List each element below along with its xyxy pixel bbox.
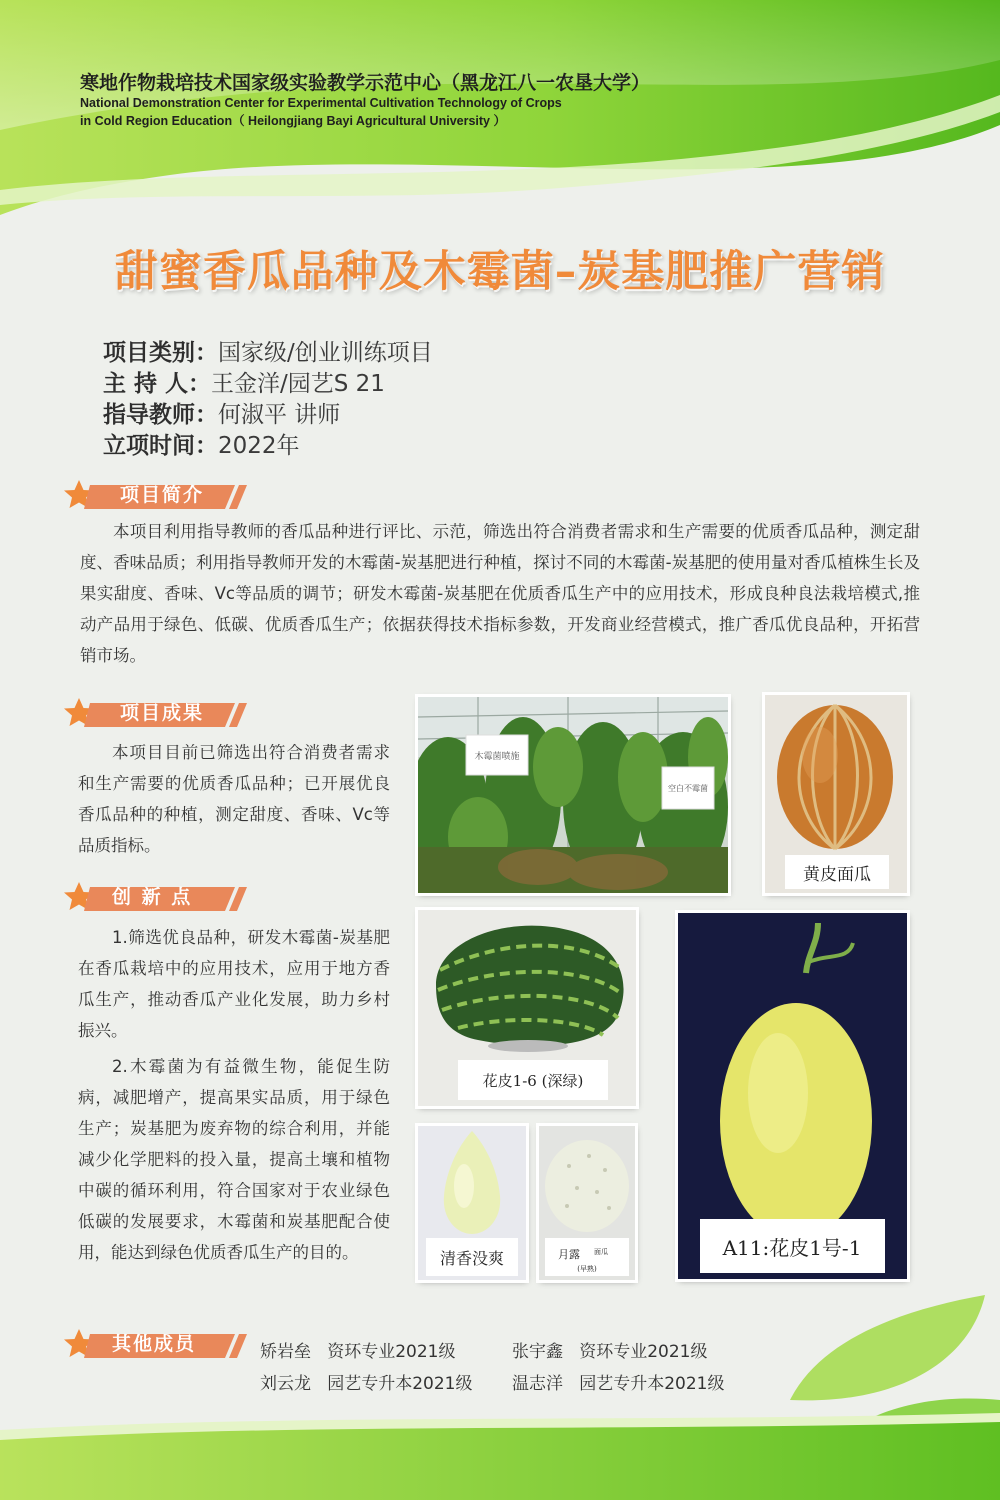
photo-yellow-melon: [765, 695, 907, 893]
info-host-label: 主 持 人：: [103, 371, 212, 397]
member-major: 园艺专升本2021级: [579, 1374, 725, 1394]
member-name: 矫岩垒: [260, 1342, 311, 1362]
member-major: 园艺专升本2021级: [327, 1374, 473, 1394]
photo-greenhouse: [418, 697, 728, 893]
info-date-label: 立项时间：: [103, 433, 218, 459]
section-heading-results: 项目成果: [62, 696, 252, 730]
sign-right: 空白不霉菌: [668, 784, 708, 793]
info-category-value: 国家级/创业训练项目: [218, 340, 433, 366]
results-paragraph: 本项目目前已筛选出符合消费者需求和生产需要的优质香瓜品种；已开展优良香瓜品种的种植，测定甜度、香味、Vc等品质指标。: [78, 743, 390, 855]
leaf-icon: [790, 1295, 985, 1400]
member-name: 张宇鑫: [512, 1342, 563, 1362]
photo-round-white-melon: [539, 1126, 635, 1280]
info-advisor-value: 何淑平 讲师: [218, 402, 341, 428]
caption-striped-melon: 花皮1-6 (深绿): [482, 1072, 584, 1090]
section-heading-intro: 项目简介: [62, 478, 252, 512]
photo-white-pear-melon: [418, 1126, 526, 1280]
caption-big-yellow-melon: A11:花皮1号-1: [722, 1236, 862, 1260]
poster-title: 甜蜜香瓜品种及木霉菌–炭基肥推广营销: [114, 247, 886, 297]
intro-paragraph: 本项目利用指导教师的香瓜品种进行评比、示范，筛选出符合消费者需求和生产需要的优质香瓜品种，测定甜度、香味品质；利用指导教师开发的木霉菌-炭基肥进行种植，探讨不同的木霉菌-炭基肥的使用量对香瓜植株生长及果实甜度、香味、Vc等品质的调节；研发木霉菌-炭基肥在优质香瓜生产中的应用技术，形成良种良法栽培模式,推动产品用于绿色、低碳、优质香瓜生产；依据获得技术指标参数，开发商业经营模式，推广香瓜优良品种，开拓营销市场。: [80, 522, 920, 665]
member-major: 资环专业2021级: [327, 1342, 456, 1362]
innovation-point-1: 1.筛选优良品种，研发木霉菌-炭基肥在香瓜栽培中的应用技术，应用于地方香瓜生产，推动香瓜产业化发展，助力乡村振兴。: [78, 928, 390, 1040]
caption-round-white-melon-name: 月露: [558, 1248, 580, 1261]
info-host-value: 王金洋/园艺S 21: [211, 371, 385, 397]
info-advisor: [103, 396, 340, 429]
info-category-label: 项目类别：: [103, 340, 218, 366]
caption-yellow-melon: 黄皮面瓜: [803, 865, 871, 885]
info-advisor-label: 指导教师：: [103, 402, 218, 428]
photo-big-yellow-melon: [678, 913, 907, 1279]
info-category: [103, 334, 433, 367]
section-heading-innovation: 创 新 点: [62, 880, 252, 914]
caption-round-white-melon-type: 面瓜: [594, 1248, 608, 1256]
caption-white-pear-melon: 清香没爽: [439, 1249, 505, 1268]
innovation-point-2: 2.木霉菌为有益微生物，能促生防病，减肥增产，提高果实品质，用于绿色生产；炭基肥为废弃物的综合利用，并能减少化学肥料的投入量，提高土壤和植物中碳的循环利用，符合国家对于农业绿色低碳的发展要求，木霉菌和炭基肥配合使用，能达到绿色优质香瓜生产的目的。: [78, 1057, 390, 1262]
caption-round-white-melon-note: (早熟): [577, 1265, 597, 1273]
member-major: 资环专业2021级: [579, 1342, 708, 1362]
footer-green-band: [0, 1280, 1000, 1500]
photo-striped-melon: [418, 910, 636, 1106]
section-heading-members: 其他成员: [62, 1327, 252, 1361]
center-name-en-line2: in Cold Region Education（ Heilongjiang Bayi Agricultural University ）: [80, 114, 506, 128]
member-name: 刘云龙: [260, 1374, 311, 1394]
sign-left: 木霉菌喷施: [474, 752, 520, 762]
info-host: [103, 365, 385, 398]
center-name-cn: 寒地作物栽培技术国家级实验教学示范中心（黑龙江八一农垦大学）: [80, 72, 651, 94]
member-name: 温志洋: [512, 1374, 563, 1394]
info-date: [103, 427, 300, 460]
center-name-en-line1: National Demonstration Center for Experimental Cultivation Technology of Crops: [80, 96, 562, 110]
info-date-value: 2022年: [218, 433, 300, 459]
